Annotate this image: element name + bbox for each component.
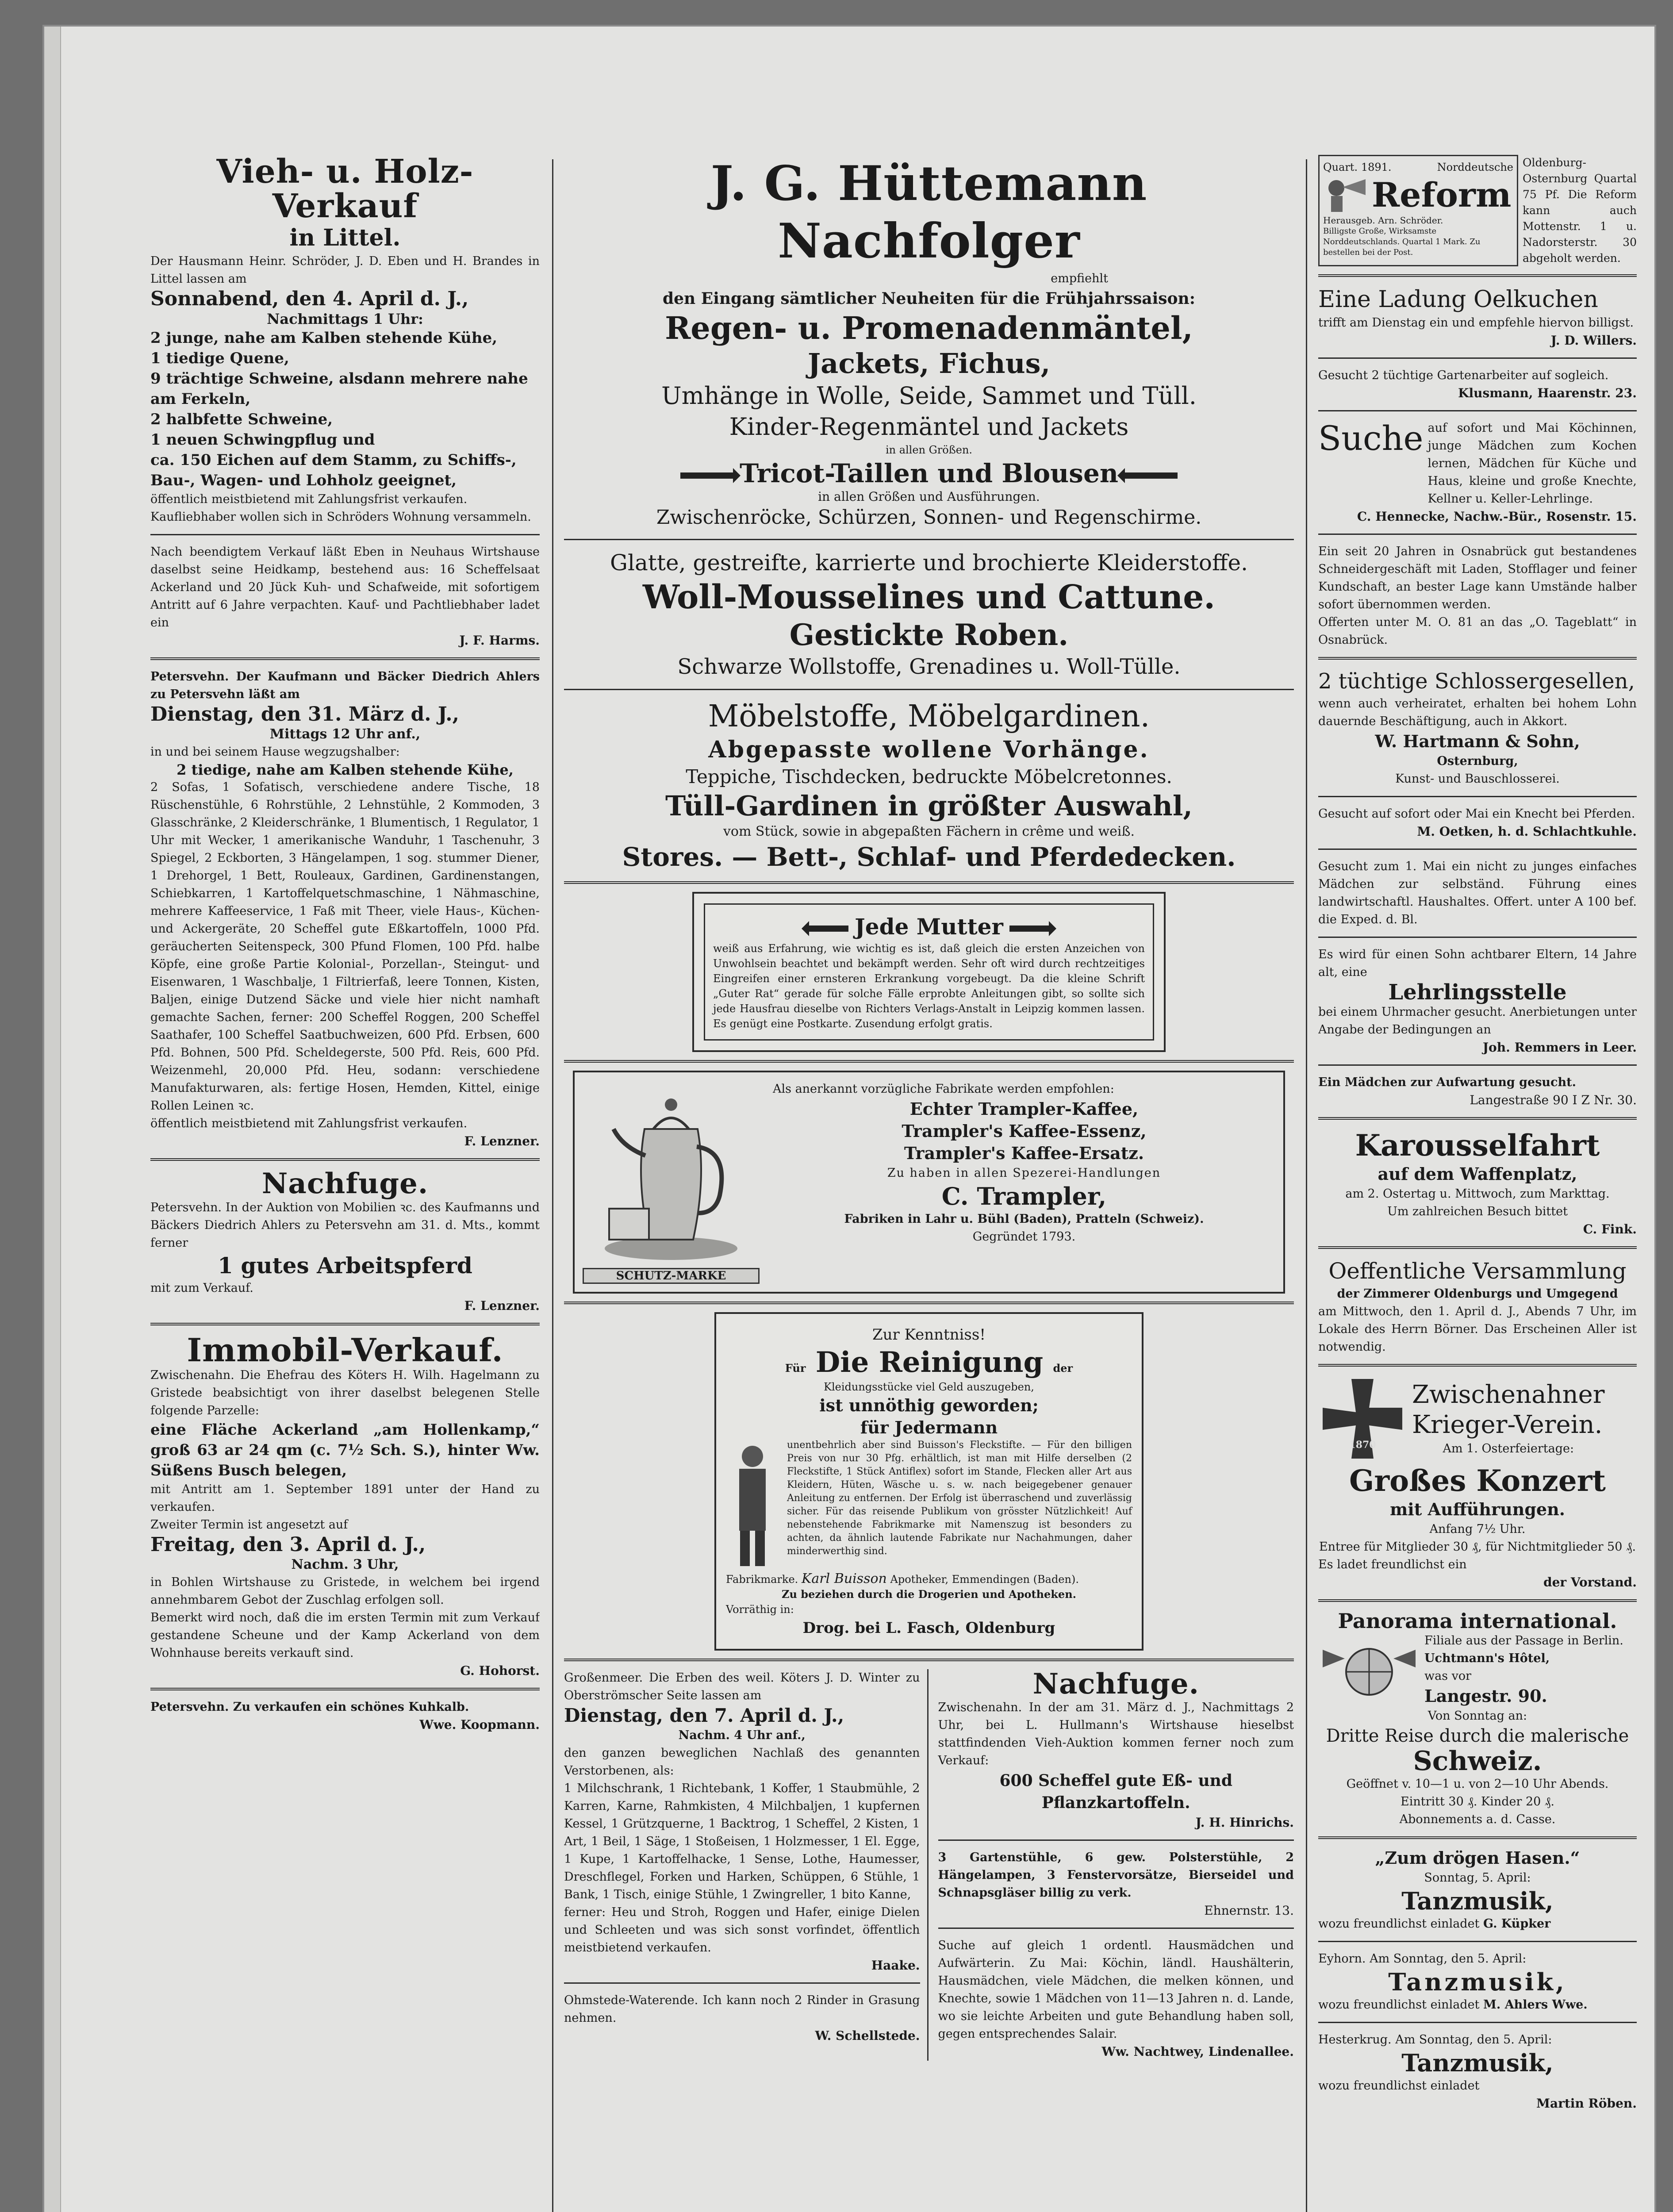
ad-line: auf dem Waffenplatz, — [1378, 1164, 1577, 1184]
ad-highlight: Tanzmusik, — [1388, 1968, 1567, 1996]
divider — [1318, 657, 1637, 660]
ad-reform — [1318, 155, 1637, 266]
ad-panorama — [1318, 1610, 1637, 1828]
ad-text: Kunst- und Bauschlosserei. — [1395, 772, 1560, 786]
column-middle — [564, 155, 1294, 2212]
ad-line: Schwarze Wollstoffe, Grenadines u. Woll-Tülle. — [677, 654, 1181, 679]
ad-text: Am 1. Osterfeiertage: — [1443, 1442, 1574, 1455]
ad-text: mit zum Verkauf. — [150, 1281, 253, 1295]
ad-text: Suche auf gleich 1 ordentl. Hausmädchen und Aufwärterin. Zu Mai: Köchin, ländl. Haushälterin, Hausmädchen, viele Mädchen, die melken können, und Knechte, sowie 1 Mädchen von 11—13 Jahren n. d. Lande, wo sie leichte Arbeiten und gute Behandlung haben soll, gegen entsprechendes Salair. — [938, 1939, 1294, 2041]
bottom-middle-row — [564, 1669, 1294, 2061]
ad-highlight: Tanzmusik, — [1401, 1887, 1554, 1915]
ad-line: Gestickte Roben. — [789, 618, 1069, 652]
ad-text: Herausgeb. Arn. Schröder. — [1323, 215, 1443, 226]
globe-flags-icon — [1318, 1632, 1420, 1707]
ad-signature: G. Küpker — [1483, 1917, 1551, 1931]
ad-text: den ganzen beweglichen Nachlaß des genannten Verstorbenen, als: — [564, 1746, 920, 1778]
ad-text: Geöffnet v. 10—1 u. von 2—10 Uhr Abends. — [1346, 1777, 1609, 1791]
ad-text: Petersvehn. In der Auktion von Mobilien ꝛc. des Kaufmanns und Bäckers Diedrich Ahlers zu Petersvehn am 31. d. Mts., kommt ferner — [150, 1200, 540, 1250]
firm-name: J. G. Hüttemann Nachfolger — [710, 156, 1147, 269]
ad-text: Entree für Mitglieder 30 ₰, für Nichtmitglieder 50 ₰. — [1319, 1540, 1636, 1554]
ad-signature: C. Fink. — [1583, 1222, 1637, 1237]
divider — [564, 539, 1294, 540]
ad-text: Zu beziehen durch die Drogerien und Apotheken. — [781, 1588, 1077, 1601]
ad-text: 2 Sofas, 1 Sofatisch, verschiedene andere Tische, 18 Rüschenstühle, 6 Rohrstühle, 2 Lehnstühle, 2 Kommoden, 3 Glasschränke, 2 Kleiderschränke, 1 Blumentisch, 1 Regulator, 1 Uhr mit Wecker, 1 amerikanische Wanduhr, 1 Taschenuhr, 3 Spiegel, 2 Eckborten, 3 Hängelampen, 1 sog. stummer Diener, 1 Drehorgel, 1 Bett, Rouleaux, Gardinen, Gardinenstangen, Schiebkarren, 1 Kartoffelquetschmaschine, 1 Nähmaschine, mehrere Kaffeeservice, 1 Faß mit Theer, viele Haus-, Küchen- und Ackergeräte, 20 Scheffel gute Eßkartoffeln, 1000 Pfd. geräucherten Seitenspeck, 300 Pfund Flomen, 100 Pfd. halbe Köpfe, eine große Partie Kolonial-, Porzellan-, Steingut- und Eisenwaren, 1 Waschbalje, 1 Filtrierfaß, leere Tonnen, Kisten, Baljen, einige Dutzend Säcke und viele hier nicht namhaft gemachte Sachen, ferner: 200 Scheffel Roggen, 200 Scheffel Saathafer, 100 Scheffel Saatbuchweizen, 600 Pfd. Erbsen, 600 Pfd. Bohnen, 500 Pfd. Scheldegerste, 500 Pfd. Reis, 600 Pfd. Weizenmehl, 20,000 Pfd. Heu, sodann: verschiedene Manufakturwaren, als: fertige Hosen, Hemden, Kittel, einige Rollen Leinen ꝛc. — [150, 780, 540, 1113]
ad-line: Stores. — Bett-, Schlaf- und Pferdedecken. — [622, 842, 1236, 872]
ad-text: Zwischenahn. Die Ehefrau des Köters H. Wilh. Hagelmann zu Gristede beabsichtigt von ihrer daselbst belegenen Stelle folgende Parzelle: — [150, 1368, 540, 1418]
ad-signature: Joh. Remmers in Leer. — [1482, 1040, 1637, 1055]
divider — [1318, 1064, 1637, 1066]
column-rule — [1306, 159, 1307, 2212]
ad-line-text: Tricot-Taillen und Blousen — [739, 458, 1119, 488]
ad-text: 2 tiedige, nahe am Kalben stehende Kühe, — [177, 761, 514, 779]
ad-title: Nachfuge. — [261, 1167, 429, 1201]
ad-text: 1 Milchschrank, 1 Richtebank, 1 Koffer, 1 Staubmühle, 2 Karren, Karne, Rahmkisten, 4 Milchbaljen, 1 kupfernen Kessel, 1 Grützquerne, 1 Backtrog, 1 Scheffel, 2 Kisten, 1 Art, 1 Beil, 1 Säge, 1 Stoßeisen, 1 Holzmesser, 1 El. Egge, 1 Kupe, 1 Kartoffelhacke, 1 Sense, Lothe, Haumesser, Dreschflegel, Forken und Harken, Schüppen, 6 Stühle, 1 Bank, 1 Tisch, einige Stühle, 1 Zwingreller, 1 bito Kanne, — [564, 1782, 920, 1901]
ad-address: Ehnernstr. 13. — [1204, 1903, 1294, 1918]
arrow-left-icon — [809, 926, 848, 932]
newspaper-page — [44, 27, 1654, 2212]
ad-place: in Littel. — [289, 224, 401, 252]
ad-eyhorn — [1318, 1950, 1637, 2014]
ad-highlight: 600 Scheffel gute Eß- und Pflanzkartoffeln. — [999, 1771, 1233, 1813]
ad-nachfuge — [150, 1169, 540, 1314]
pointing-hand-icon — [1124, 472, 1178, 479]
coffee-pot-icon — [583, 1080, 760, 1266]
ad-text: ferner: Heu und Stroh, Roggen und Hafer, einige Dielen und Schleeten und was sich sonst vorfindet, öffentlich meistbietend verkaufen. — [564, 1905, 920, 1955]
ad-zum-droegen-hasen — [1318, 1847, 1637, 1933]
divider — [1318, 534, 1637, 535]
ad-line: Kinder-Regenmäntel und Jackets — [729, 413, 1129, 441]
ad-text — [1318, 1915, 1637, 1933]
arrow-right-icon — [1009, 926, 1049, 932]
ad-address: Langestraße 90 I Z Nr. 30. — [1470, 1093, 1637, 1107]
ad-text: den Eingang sämtlicher Neuheiten für die Frühjahrssaison: — [662, 289, 1196, 308]
divider — [1318, 1117, 1637, 1120]
cross-year: 1870 — [1349, 1439, 1376, 1451]
ad-versammlung — [1318, 1257, 1637, 1356]
reform-logo-top — [1323, 160, 1513, 175]
ad-huettemann — [564, 155, 1294, 873]
divider — [1318, 1941, 1637, 1942]
ad-title: Oeffentliche Versammlung — [1328, 1258, 1627, 1284]
ad-hesterkrug — [1318, 2031, 1637, 2112]
ad-title: Immobil-Verkauf. — [187, 1331, 503, 1369]
column-right — [1318, 155, 1637, 2212]
ad-text: Es ladet freundlichst ein — [1318, 1558, 1467, 1571]
ad-karussell — [1318, 1128, 1637, 1238]
ad-line: Teppiche, Tischdecken, bedruckte Möbelcretonnes. — [686, 766, 1172, 787]
ad-line: ist unnöthig geworden; — [819, 1395, 1039, 1415]
ad-text: wenn auch verheiratet, erhalten bei hohem Lohn dauernde Beschäftigung, auch in Akkort. — [1318, 697, 1637, 728]
ad-line: Woll-Mousselines und Cattune. — [642, 578, 1216, 616]
divider — [564, 1060, 1294, 1063]
list-item: ca. 150 Eichen auf dem Stamm, zu Schiffs-, Bau-, Wagen- und Lohholz geeignet, — [150, 451, 517, 490]
ad-text: der — [1053, 1362, 1073, 1375]
ad-line — [564, 457, 1294, 489]
ad-text: trifft am Dienstag ein und empfehle hiervon billigst. — [1318, 316, 1634, 330]
ad-text: Bemerkt wird noch, daß die im ersten Termin mit zum Verkauf gestandene Scheune und der Kamp Ackerland von dem Wohnhause bereits verkauft sind. — [150, 1611, 540, 1660]
ad-text: Petersvehn. Zu verkaufen ein schönes Kuhkalb. — [150, 1700, 469, 1714]
ad-text: Der Hausmann Heinr. Schröder, J. D. Eben und H. Brandes in Littel lassen am — [150, 254, 540, 286]
list-item: 2 junge, nahe am Kalben stehende Kühe, — [150, 329, 498, 347]
ad-text: 3 Gartenstühle, 6 gew. Polsterstühle, 2 Hängelampen, 3 Fenstervorsätze, Bierseidel und Schnapsgläser billig zu verk. — [938, 1851, 1294, 1900]
ad-trampler — [573, 1071, 1285, 1294]
divider — [1318, 1246, 1637, 1249]
ad-highlight: 1 gutes Arbeitspferd — [218, 1252, 472, 1279]
ad-signature: der Vorstand. — [1543, 1575, 1637, 1590]
divider — [564, 689, 1294, 690]
man-figure-icon — [726, 1439, 779, 1571]
ad-time: Nachmittags 1 Uhr: — [267, 311, 423, 328]
ad-text: Für — [785, 1362, 806, 1375]
ad-title: Eine Ladung Oelkuchen — [1318, 286, 1598, 313]
panorama-row — [1318, 1632, 1637, 1707]
ad-signature: M. Ahlers Wwe. — [1483, 1998, 1588, 2012]
ad-text: Kleidungsstücke viel Geld auszugeben, — [824, 1381, 1034, 1393]
reform-logo-main — [1323, 175, 1513, 215]
ad-text: Als anerkannt vorzügliche Fabrikate werden empfohlen: — [773, 1082, 1114, 1096]
ad-time: Mittags 12 Uhr anf., — [269, 726, 421, 742]
divider — [564, 881, 1294, 884]
ad-line: Umhänge in Wolle, Seide, Sammet und Tüll. — [661, 382, 1197, 410]
ad-text: Ein Mädchen zur Aufwartung gesucht. — [1318, 1075, 1576, 1089]
ad-text: am Mittwoch, den 1. April d. J., Abends 7 Uhr, im Lokale des Herrn Börner. Das Erscheinen Aller ist notwendig. — [1318, 1305, 1637, 1354]
ad-jede-mutter — [692, 892, 1166, 1052]
ad-line: mit Aufführungen. — [1390, 1499, 1565, 1519]
ad-text: Gesucht 2 tüchtige Gartenarbeiter auf sogleich. — [1318, 369, 1609, 382]
ad-signature: F. Lenzner. — [464, 1134, 540, 1149]
ad-text: Hesterkrug. Am Sonntag, den 5. April: — [1318, 2033, 1552, 2047]
ad-title: 2 tüchtige Schlossergesellen, — [1318, 669, 1635, 694]
ad-address: Langestr. 90. — [1424, 1686, 1547, 1706]
ad-text: in allen Größen und Ausführungen. — [818, 489, 1040, 504]
page-edge — [44, 27, 61, 2212]
ad-text: in und bei seinem Hause wegzugshalber: — [150, 745, 400, 759]
ad-schlosser — [1318, 668, 1637, 788]
ad-reinigung — [714, 1312, 1143, 1651]
panorama-side — [1424, 1632, 1623, 1707]
ad-line: Glatte, gestreifte, karrierte und brochierte Kleiderstoffe. — [610, 550, 1248, 576]
ad-text: Offerten unter M. O. 81 an das „O. Tageblatt“ in Osnabrück. — [1318, 615, 1637, 647]
ad-date: Sonnabend, den 4. April d. J., — [150, 288, 469, 311]
ad-lehrling — [1318, 946, 1637, 1056]
ad-text: Eintritt 30 ₰. Kinder 20 ₰. — [1401, 1795, 1554, 1809]
ad-text: Uchtmann's Hôtel, — [1424, 1651, 1550, 1665]
ad-date: Dienstag, den 7. April d. J., — [564, 1705, 844, 1726]
ad-kuhkalb — [150, 1698, 540, 1734]
ad-text: Nach beendigtem Verkauf läßt Eben in Neuhaus Wirtshause daselbst seine Heidkamp, bestehend aus: 16 Scheffelsaat Ackerland und 20 Jück Kuh- und Schafweide, mit sofortigem Antritt auf 6 Jahre verpachten. Kauf- und Pachtliebhaber ladet ein — [150, 545, 540, 630]
ad-frame — [704, 903, 1154, 1041]
ad-highlight: Schweiz. — [1413, 1746, 1542, 1777]
ad-time: Nachm. 4 Uhr anf., — [678, 1728, 806, 1742]
ad-title: Lehrlingsstelle — [1388, 980, 1567, 1005]
ad-line: Tüll-Gardinen in größter Auswahl, — [665, 790, 1193, 822]
ad-text: Apotheker, Emmendingen (Baden). — [890, 1573, 1079, 1586]
ad-line: Zwischenröcke, Schürzen, Sonnen- und Regenschirme. — [656, 506, 1202, 529]
ad-text: Norddeutsche — [1437, 161, 1513, 173]
ad-text: unentbehrlich aber sind Buisson's Fleckstifte. — Für den billigen Preis von nur 30 Pfg. erhältlich, ist man mit Hilfe derselben (2 Fleckstifte, 1 Stück Antiflex) sofort im Stande, Flecken aller Art aus Kleidern, Hüten, Wäsche u. s. w. nach beigegebener genauer Anleitung zu entfernen. Der Erfolg ist überraschend und zuverlässig sicher. Für das reisende Publikum von grösster Nützlichkeit! Auf nebenstehende Fabrikmarke mit Namenszug ist besonders zu achten, da ähnlich lautende Fabrikate nur Nachahmungen, daher minderwerthig sind. — [787, 1440, 1132, 1557]
ad-highlight: eine Fläche Ackerland „am Hollenkamp,“ groß 63 ar 24 qm (c. 7½ Sch. S.), hinter Ww. Süßens Busch belegen, — [150, 1421, 540, 1480]
ad-nachfuge-zwischenahn — [938, 1669, 1294, 2061]
ad-title — [726, 1346, 1132, 1379]
ad-text: Großenmeer. Die Erben des weil. Köters J. D. Winter zu Oberströmscher Seite lassen am — [564, 1671, 920, 1702]
ad-text: Billigste Große, Wirksamste Norddeutschlands. Quartal 1 Mark. Zu bestellen bei der Post. — [1323, 227, 1481, 257]
ad-text: wozu freundlichst einladet — [1318, 1917, 1480, 1931]
ad-text: Um zahlreichen Besuch bittet — [1387, 1205, 1568, 1218]
ad-signature: C. Trampler, — [941, 1182, 1107, 1210]
ad-oelkuchen — [1318, 285, 1637, 349]
ad-suche — [1318, 419, 1637, 508]
ad-signature: Wwe. Koopmann. — [419, 1717, 540, 1732]
divider — [1318, 357, 1637, 359]
ad-text: wozu freundlichst einladet — [1318, 1998, 1480, 2012]
reinigung-body — [726, 1439, 1132, 1571]
ad-signature: C. Hennecke, Nachw.-Bür., Rosenstr. 15. — [1357, 509, 1637, 524]
ad-immobil — [150, 1333, 540, 1680]
divider — [1318, 410, 1637, 411]
ad-signature: J. H. Hinrichs. — [1195, 1815, 1294, 1830]
ad-title-text: Jede Mutter — [855, 914, 1003, 940]
ad-title: „Zum drögen Hasen.“ — [1375, 1848, 1580, 1868]
ad-firm: W. Hartmann & Sohn, — [1375, 731, 1580, 751]
ad-title: Vieh- u. Holz-Verkauf — [216, 155, 474, 225]
trampler-text — [773, 1080, 1275, 1284]
ad-title: Zwischenahner — [1412, 1380, 1605, 1409]
ad-line: Regen- u. Promenadenmäntel, — [665, 310, 1193, 346]
ad-signature: F. Lenzner. — [464, 1298, 540, 1313]
divider — [938, 1928, 1294, 1929]
ad-signature: W. Schellstede. — [815, 2028, 920, 2043]
ad-title-text: Die Reinigung — [815, 1346, 1044, 1379]
divider — [1318, 1599, 1637, 1602]
divider — [150, 534, 540, 535]
ad-text: öffentlich meistbietend mit Zahlungsfrist verkaufen. — [150, 492, 468, 507]
ad-text: weiß aus Erfahrung, wie wichtig es ist, daß gleich die ersten Anzeichen von Unwohlsein beachtet und bekämpft werden. Sehr oft wird durch rechtzeitiges Eingreifen einer ernsteren Erkrankung vorgebeugt. Da die kleine Schrift „Guter Rat“ gerade für solche Fälle erprobte Anleitungen gibt, so sollte sich jede Hausfrau dieselbe von Richters Verlags-Anstalt in Leipzig kommen lassen. Es genügt eine Postkarte. Zusendung erfolgt gratis. — [713, 942, 1145, 1030]
ad-time: Nachm. 3 Uhr, — [291, 1557, 399, 1573]
ad-text: Ohmstede-Waterende. Ich kann noch 2 Rinder in Grasung nehmen. — [564, 1993, 920, 2025]
ad-text: der Zimmerer Oldenburgs und Umgegend — [1337, 1287, 1618, 1301]
ad-text: Fabrikmarke. — [726, 1573, 798, 1586]
ad-text: Gesucht zum 1. Mai ein nicht zu junges einfaches Mädchen zur selbständ. Führung eines landwirtschaftl. Haushaltes. Offert. unter A 100 bef. die Exped. d. Bl. — [1318, 860, 1637, 926]
signature: Karl Buisson — [801, 1571, 887, 1586]
ad-text: öffentlich meistbietend mit Zahlungsfrist verkaufen. — [150, 1117, 468, 1131]
ad-highlight: Tanzmusik, — [1401, 2049, 1554, 2077]
ad-text: Ein seit 20 Jahren in Osnabrück gut bestandenes Schneidergeschäft mit Laden, Stofflager und feiner Kundschaft, an bester Lage kann Umstände halber sofort übernommen werden. — [1318, 545, 1637, 611]
ad-text: Oldenburg-Osternburg Quartal 75 Pf. Die Reform kann auch Mottenstr. 1 u. Nadorsterstr. 30 abgeholt werden. — [1523, 156, 1637, 265]
ad-title: Karousselfahrt — [1355, 1128, 1600, 1163]
ad-line: Jackets, Fichus, — [807, 347, 1051, 380]
pointing-hand-icon — [680, 472, 733, 479]
krieger-title — [1412, 1380, 1605, 1458]
list-item: 1 tiedige Quene, — [150, 349, 289, 368]
ad-text: was vor — [1424, 1669, 1472, 1683]
ad-text: Sonntag, 5. April: — [1424, 1871, 1531, 1885]
ad-text: Eyhorn. Am Sonntag, den 5. April: — [1318, 1952, 1527, 1966]
product-name: Trampler's Kaffee-Ersatz. — [904, 1143, 1144, 1163]
ad-title — [713, 913, 1145, 941]
ad-text: Fabriken in Lahr u. Bühl (Baden), Pratteln (Schweiz). — [844, 1212, 1204, 1226]
divider — [150, 1158, 540, 1161]
ad-line: Möbelstoffe, Möbelgardinen. — [708, 699, 1150, 734]
ad-title: Nachfuge. — [1032, 1667, 1199, 1701]
ad-date: Freitag, den 3. April d. J., — [150, 1533, 426, 1556]
divider — [564, 1302, 1294, 1304]
ad-signature: G. Hohorst. — [460, 1663, 540, 1678]
divider — [1318, 937, 1637, 938]
ad-signature: Ww. Nachtwey, Lindenallee. — [1101, 2044, 1294, 2059]
ad-text: Vorräthig in: — [726, 1603, 794, 1616]
ad-text: Zweiter Termin ist angesetzt auf — [150, 1518, 348, 1532]
ad-head: Zur Kenntniss! — [872, 1326, 986, 1344]
trademark-label: SCHUTZ-MARKE — [583, 1268, 760, 1284]
divider — [564, 1982, 920, 1984]
ad-text — [726, 1571, 1132, 1587]
ad-text: in allen Größen. — [885, 444, 973, 456]
ad-text: Kaufliebhaber wollen sich in Schröders Wohnung versammeln. — [150, 510, 531, 524]
ad-text: auf sofort und Mai Köchinnen, junge Mädchen zum Kochen lernen, Mädchen für Küche und Haus, kleine und große Knechte, Kellner u. Keller-Lehrlinge. — [1427, 421, 1637, 506]
ad-title: Suche — [1318, 419, 1424, 458]
ad-text: am 2. Ostertag u. Mittwoch, zum Markttag. — [1345, 1187, 1610, 1201]
ad-text: empfiehlt — [1051, 272, 1108, 285]
ad-item-list — [150, 328, 540, 491]
ad-text: mit Antritt am 1. September 1891 unter der Hand zu verkaufen. — [150, 1482, 540, 1514]
ad-line: Abgepasste wollene Vorhänge. — [708, 736, 1150, 763]
ad-signature: M. Oetken, h. d. Schlachtkuhle. — [1417, 824, 1637, 839]
ad-text: Filiale aus der Passage in Berlin. — [1424, 1634, 1623, 1647]
divider — [1318, 2022, 1637, 2023]
ad-text: wozu freundlichst einladet — [1318, 2079, 1480, 2093]
ad-text: Gesucht auf sofort oder Mai ein Knecht bei Pferden. — [1318, 807, 1635, 821]
ad-signature: J. D. Willers. — [1550, 333, 1637, 348]
divider — [564, 1659, 1294, 1661]
reform-logo — [1318, 155, 1518, 266]
divider — [1318, 796, 1637, 797]
divider — [1318, 274, 1637, 277]
divider — [938, 1839, 1294, 1841]
iron-cross — [1318, 1375, 1407, 1463]
divider — [150, 1323, 540, 1325]
divider — [1318, 849, 1637, 850]
ad-text: Zu haben in allen Spezerei-Handlungen — [887, 1166, 1161, 1180]
ad-title: Panorama international. — [1338, 1609, 1617, 1633]
ad-text: Abonnements a. d. Casse. — [1399, 1813, 1556, 1826]
ad-vieh-holz — [150, 155, 540, 649]
ad-text: Anfang 7½ Uhr. — [1429, 1522, 1526, 1536]
ad-signature: Martin Röben. — [1536, 2096, 1637, 2111]
divider — [150, 1688, 540, 1690]
ad-date: Dienstag, den 31. März d. J., — [150, 703, 459, 726]
ad-text: Es wird für einen Sohn achtbarer Eltern, 14 Jahre alt, eine — [1318, 948, 1637, 979]
ad-text: Drog. bei L. Fasch, Oldenburg — [802, 1619, 1055, 1637]
list-item: 1 neuen Schwingpflug und — [150, 431, 375, 449]
ad-signature: J. F. Harms. — [459, 633, 540, 648]
ad-grossenmeer — [564, 1669, 929, 2061]
coffee-pot-image — [583, 1080, 760, 1284]
ad-text: Zwischenahn. In der am 31. März d. J., Nachmittags 2 Uhr, bei L. Hullmann's Wirtshause hieselbst stattfindenden Vieh-Auktion kommen ferner noch zum Verkauf: — [938, 1701, 1294, 1768]
ad-text: vom Stück, sowie in abgepaßten Fächern in crême und weiß. — [723, 824, 1135, 839]
ad-text: Petersvehn. Der Kaufmann und Bäcker Diedrich Ahlers zu Petersvehn läßt am — [150, 670, 540, 702]
ad-text — [1318, 1996, 1637, 2014]
list-item: 9 trächtige Schweine, alsdann mehrere nahe am Ferkeln, — [150, 370, 528, 408]
ad-text: Von Sonntag an: — [1427, 1709, 1527, 1723]
product-name: Echter Trampler-Kaffee, — [909, 1099, 1139, 1119]
ad-text: Quart. 1891. — [1323, 161, 1392, 173]
list-item: 2 halbfette Schweine, — [150, 411, 333, 429]
ad-text: bei einem Uhrmacher gesucht. Anerbietungen unter Angabe der Bedingungen an — [1318, 1005, 1637, 1037]
ad-text: Gegründet 1793. — [972, 1230, 1076, 1244]
ad-title: Krieger-Verein. — [1412, 1410, 1603, 1439]
ad-text: in Bohlen Wirtshause zu Gristede, in welchem bei irgend annehmbarem Gebot der Zuschlag erfolgen soll. — [150, 1575, 540, 1607]
divider — [1318, 1364, 1637, 1367]
ad-line: Dritte Reise durch die malerische — [1326, 1726, 1629, 1746]
ad-line: für Jedermann — [860, 1417, 998, 1437]
divider — [150, 657, 540, 660]
ad-text: Osternburg, — [1437, 754, 1518, 768]
herald-icon — [1323, 175, 1367, 215]
column-rule — [552, 159, 553, 2212]
reform-title: Reform — [1372, 175, 1512, 215]
ad-signature: Klusmann, Haarenstr. 23. — [1458, 386, 1637, 400]
column-left — [150, 155, 540, 2212]
product-name: Trampler's Kaffee-Essenz, — [902, 1121, 1147, 1141]
ad-highlight: Großes Konzert — [1349, 1463, 1606, 1498]
divider — [1318, 1836, 1637, 1839]
ad-signature: Haake. — [871, 1958, 920, 1973]
krieger-header — [1318, 1375, 1637, 1463]
ad-krieger-verein — [1318, 1375, 1637, 1591]
ad-petersvehn-auktion — [150, 668, 540, 1150]
